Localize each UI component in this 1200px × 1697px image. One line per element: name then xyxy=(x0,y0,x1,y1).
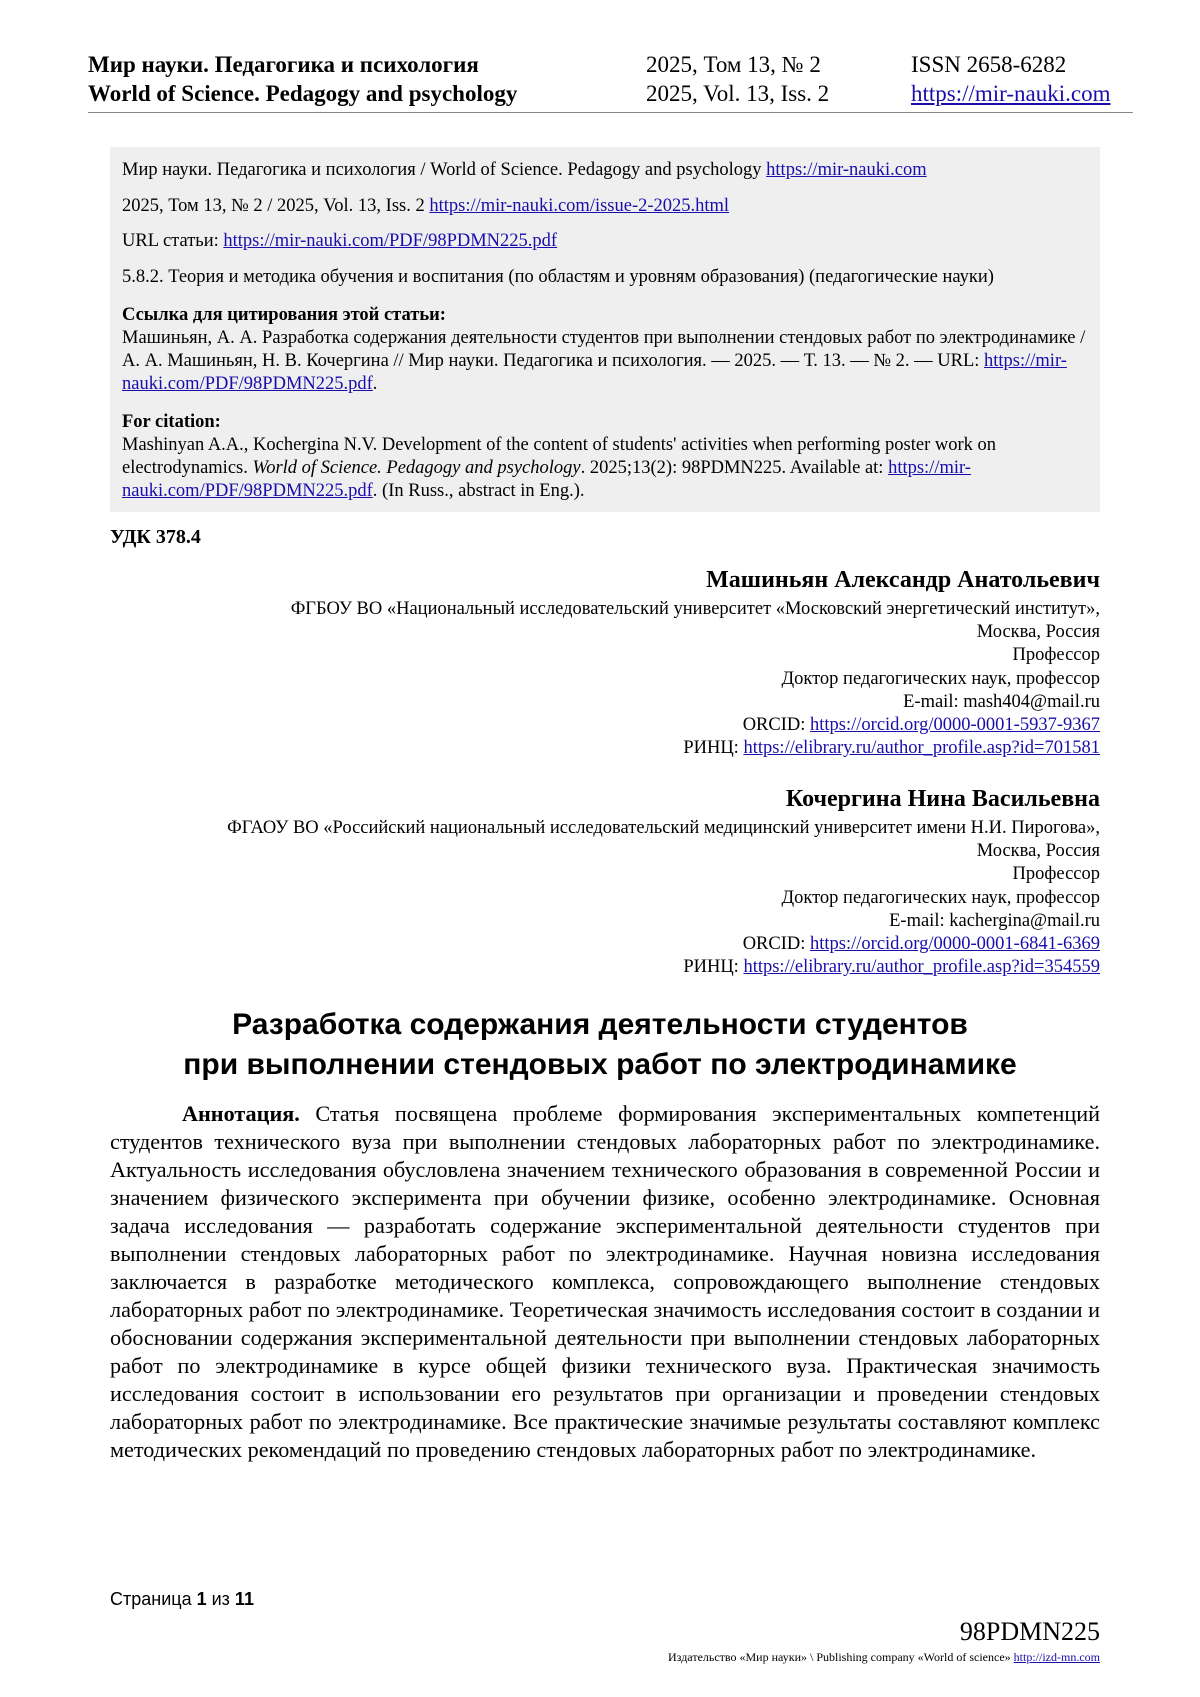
abstract-text: Статья посвящена проблеме формирования экспериментальных компетенций студентов технического вуза при выполнении стендовых лабораторных работ по электродинамике. Актуальность исследования обусловлена значением технического образования в современной России и значением физического эксперимента при обучении физике, особенно электродинамике. Основная задача исследования — разработать содержание экспериментальной деятельности студентов при выполнении стендовых лабораторных работ по электродинамике. Научная новизна исследования заключается в разработке методического комплекса, сопровождающего выполнение стендовых лабораторных работ по электродинамике. Теоретическая значимость исследования состоит в создании и обосновании содержания экспериментальной деятельности при выполнении стендовых лабораторных работ по электродинамике в курсе общей физики технического вуза. Практическая значимость исследования состоит в использовании его результатов при организации и проведении стендовых лабораторных работ по электродинамике. Все практические значимые результаты составляют комплекс методических рекомендаций по проведению стендовых лабораторных работ по электродинамике. xyxy=(110,1101,1100,1462)
box-issue-line xyxy=(122,195,729,218)
author-rinc xyxy=(227,956,1100,979)
author-degree: Доктор педагогических наук, профессор xyxy=(781,668,1100,689)
rinc-link[interactable]: https://elibrary.ru/author_profile.asp?id=354559 xyxy=(743,957,1100,978)
citation-en xyxy=(122,411,1090,503)
page-current: 1 xyxy=(196,1589,207,1609)
rinc-label: РИНЦ: xyxy=(683,957,744,978)
udk-code: УДК 378.4 xyxy=(110,526,201,548)
author-block-2 xyxy=(227,783,1100,979)
article-title xyxy=(100,1005,1100,1085)
header-divider xyxy=(88,112,1133,113)
header-issn xyxy=(911,50,1111,108)
title-line-1: Разработка содержания деятельности студентов xyxy=(232,1008,968,1041)
orcid-link[interactable]: https://orcid.org/0000-0001-5937-9367 xyxy=(810,715,1100,736)
journal-title-en: World of Science. Pedagogy and psychology xyxy=(88,81,518,106)
author-email: E-mail: kachergina@mail.ru xyxy=(889,910,1100,931)
citation-en-end: . (In Russ., abstract in Eng.). xyxy=(372,481,585,501)
citation-box xyxy=(110,147,1100,512)
author-org: ФГАОУ ВО «Российский национальный исследовательский медицинский университет имени Н.И. Пирогова», xyxy=(227,818,1100,838)
author-name: Машиньян Александр Анатольевич xyxy=(706,567,1100,593)
article-code: 98PDMN225 xyxy=(959,1617,1100,1646)
rinc-label: РИНЦ: xyxy=(683,738,744,759)
title-line-2: при выполнении стендовых работ по электродинамике xyxy=(183,1048,1017,1081)
author-degree: Доктор педагогических наук, профессор xyxy=(781,887,1100,908)
author-orcid xyxy=(291,714,1100,737)
orcid-label: ORCID: xyxy=(742,934,811,955)
author-city: Москва, Россия xyxy=(976,841,1100,862)
citation-en-link[interactable]: https://mir-nauki.com/PDF/98PDMN225.pdf xyxy=(122,458,971,501)
author-block-1 xyxy=(291,564,1100,760)
box-journal-line xyxy=(122,159,927,182)
citation-ru-end: . xyxy=(372,374,378,394)
issn: ISSN 2658-6282 xyxy=(911,52,1067,77)
author-position: Профессор xyxy=(1012,864,1100,885)
citation-en-text2: . 2025;13(2): 98PDMN225. Available at: xyxy=(580,458,889,478)
citation-ru xyxy=(122,304,1090,396)
author-orcid xyxy=(227,933,1100,956)
orcid-link[interactable]: https://orcid.org/0000-0001-6841-6369 xyxy=(810,934,1100,955)
citation-en-journal: World of Science. Pedagogy and psychology xyxy=(252,458,581,478)
box-journal-text: Мир науки. Педагогика и психология / World of Science. Pedagogy and psychology xyxy=(122,160,767,180)
page-number xyxy=(110,1589,254,1610)
author-city: Москва, Россия xyxy=(976,622,1100,643)
author-name: Кочергина Нина Васильевна xyxy=(785,786,1100,812)
orcid-label: ORCID: xyxy=(742,715,811,736)
box-article-link[interactable]: https://mir-nauki.com/PDF/98PDMN225.pdf xyxy=(223,231,558,251)
box-issue-link[interactable]: https://mir-nauki.com/issue-2-2025.html xyxy=(429,196,730,216)
citation-ru-heading: Ссылка для цитирования этой статьи: xyxy=(122,305,446,325)
author-email: E-mail: mash404@mail.ru xyxy=(903,691,1100,712)
citation-en-text: Mashinyan A.A., Kochergina N.V. Development of the content of students' activities when performing poster work on electrodynamics. xyxy=(122,435,997,478)
abstract xyxy=(110,1100,1100,1464)
header-issue xyxy=(646,50,829,108)
publisher-line xyxy=(668,1650,1100,1665)
issue-ru: 2025, Том 13, № 2 xyxy=(646,52,821,77)
abstract-label: Аннотация. xyxy=(182,1101,300,1126)
running-header xyxy=(88,50,1133,112)
header-journal xyxy=(88,50,517,108)
page-of: из xyxy=(206,1589,235,1609)
box-url-line xyxy=(122,230,557,253)
publisher-text: Издательство «Мир науки» \ Publishing company «World of science» xyxy=(668,1650,1014,1664)
page-label: Страница xyxy=(110,1589,197,1609)
box-journal-link[interactable]: https://mir-nauki.com xyxy=(766,160,927,180)
rinc-link[interactable]: https://elibrary.ru/author_profile.asp?id=701581 xyxy=(743,738,1100,759)
citation-en-heading: For citation: xyxy=(122,412,221,432)
box-url-text: URL статьи: xyxy=(122,231,224,251)
box-specialty: 5.8.2. Теория и методика обучения и воспитания (по областям и уровням образования) (педагогические науки) xyxy=(122,267,994,287)
author-position: Профессор xyxy=(1012,645,1100,666)
page-total: 11 xyxy=(234,1589,254,1609)
author-org: ФГБОУ ВО «Национальный исследовательский университет «Московский энергетический институт», xyxy=(290,599,1100,619)
journal-title-ru: Мир науки. Педагогика и психология xyxy=(88,52,479,77)
journal-site-link[interactable]: https://mir-nauki.com xyxy=(911,81,1111,106)
publisher-link[interactable]: http://izd-mn.com xyxy=(1013,1650,1100,1664)
citation-ru-text: Машиньян, А. А. Разработка содержания деятельности студентов при выполнении стендовых работ по электродинамике / А. А. Машиньян, Н. В. Кочергина // Мир науки. Педагогика и психология. — 2025. — Т. 13. — № 2. — URL: xyxy=(122,328,1086,371)
citation-ru-link[interactable]: https://mir-nauki.com/PDF/98PDMN225.pdf xyxy=(122,351,1067,394)
author-rinc xyxy=(291,737,1100,760)
issue-en: 2025, Vol. 13, Iss. 2 xyxy=(646,81,830,106)
box-issue-text: 2025, Том 13, № 2 / 2025, Vol. 13, Iss. 2 xyxy=(122,196,430,216)
